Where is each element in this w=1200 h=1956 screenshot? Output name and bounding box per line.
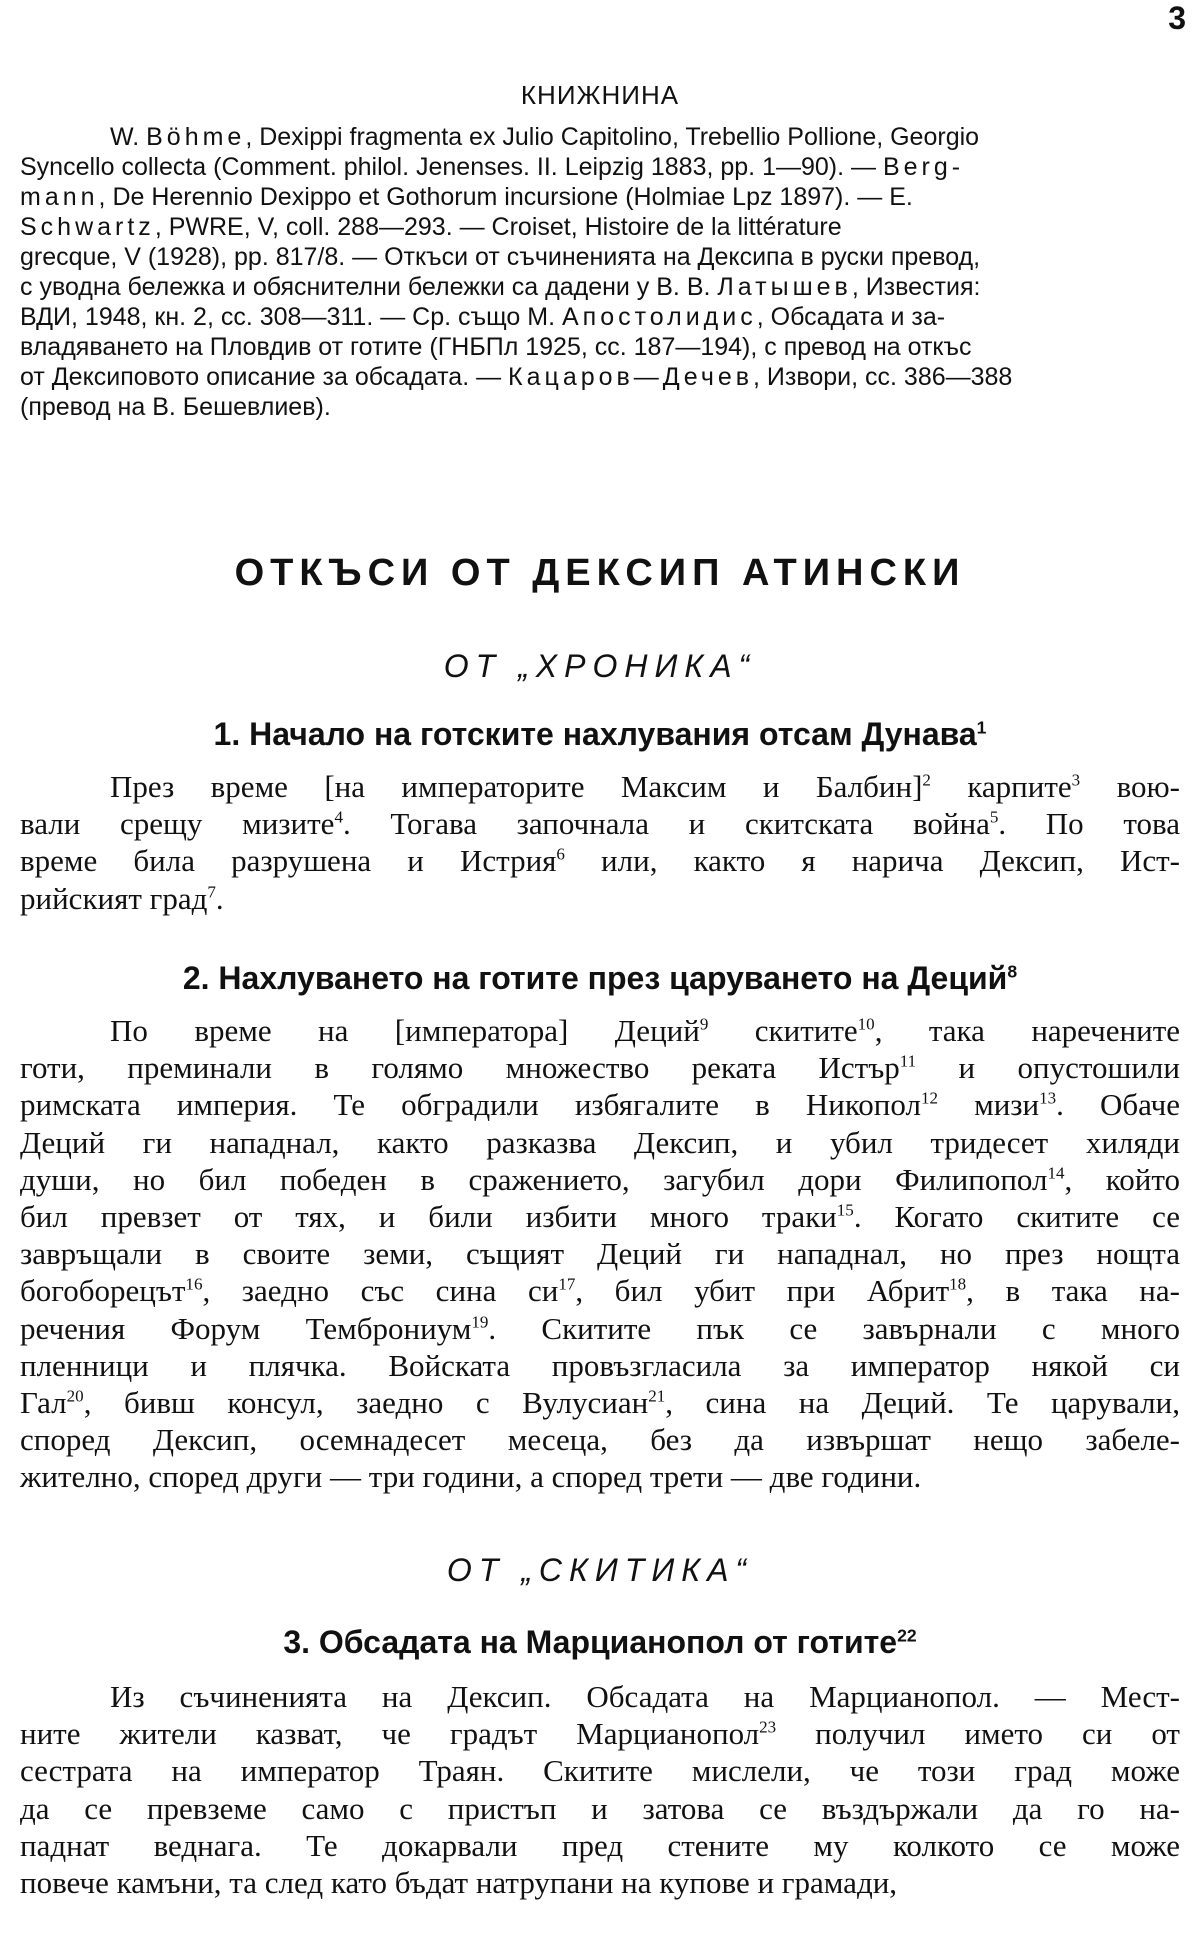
section-title-chronicle: ОТ „ХРОНИКА“ xyxy=(443,648,757,684)
text-line: пленници и плячка. Войската провъзгласила за император някой си xyxy=(20,1347,1180,1383)
text-line: ните жители казват, че градът Марцианопол$^{23}$ получил името си от xyxy=(20,1716,1180,1752)
footnote-ref: 9 xyxy=(699,1014,709,1034)
bibliography-line: от Дексиповото описание за обсадата. — Кацаров—Дечев, Извори, сс. 386—388 xyxy=(20,363,1013,391)
bibliography-line: владяването на Пловдив от готите (ГНБПл 1925, сс. 187—194), с превод на откъс xyxy=(20,333,972,361)
bibliography-line: Schwartz, PWRE, V, coll. 288—293. — Croiset, Histoire de la littérature xyxy=(20,213,842,241)
footnote-ref: 18 xyxy=(949,1275,967,1295)
bibliography-line: grecque, V (1928), pp. 817/8. — Откъси от съчиненията на Дексипа в руски превод, xyxy=(20,243,981,271)
bibliography-text xyxy=(20,122,1185,422)
text-line: рийският град$^7$. xyxy=(20,880,224,916)
bibliography-line: mann, De Herennio Dexippo et Gothorum incursione (Holmiae Lpz 1897). — E. xyxy=(20,183,913,211)
footnote-ref: 6 xyxy=(556,845,565,865)
footnote-ref: 4 xyxy=(334,807,343,827)
footnote-ref: 16 xyxy=(185,1275,203,1295)
text-line: речения Форум Темброниум$^{19}$. Скитите пък се завърнали с много xyxy=(20,1310,1181,1346)
chapter-2-title: 2. Нахлуването на готите през царуването на Деций$^8$ xyxy=(182,960,1018,996)
text-line: според Дексип, осемнадесет месеца, без да извършат нещо забеле- xyxy=(20,1422,1180,1458)
text-line: римската империя. Те обградили избягалите в Никопол$^{12}$ мизи$^{13}$. Обаче xyxy=(20,1087,1181,1123)
bibliography-line: с уводна бележка и обяснителни бележки са дадени у В. В. Латышев, Известия: xyxy=(20,273,981,301)
text-line: паднат веднага. Те докарвали пред стените му колкото се може xyxy=(20,1827,1180,1863)
page-number: 3 xyxy=(1168,0,1186,36)
text-line: По време на [императора] Деций$^9$ скитите$^{10}$, така наречените xyxy=(110,1013,1181,1048)
text-line: души, но бил победен в сражението, загубил дори Филипопол$^{14}$, който xyxy=(20,1161,1180,1197)
text-line: Из съчиненията на Дексип. Обсадата на Марцианопол. — Мест- xyxy=(110,1679,1180,1714)
bibliography-line: (превод на В. Бешевлиев). xyxy=(20,393,331,421)
chapter-1-title: 1. Начало на готските нахлувания отсам Дунава$^1$ xyxy=(213,716,987,752)
footnote-ref: 13 xyxy=(1039,1089,1057,1109)
text-line: повече камъни, та след като бъдат натрупани на купове и грамади, xyxy=(20,1865,898,1901)
text-line: бил превзет от тях, и били избити много траки$^{15}$. Когато скитите се xyxy=(20,1199,1180,1235)
bibliography-heading: КНИЖНИНА xyxy=(520,80,680,110)
footnote-ref: 20 xyxy=(66,1386,84,1406)
chapter-1-body xyxy=(20,768,1180,917)
footnote-ref: 15 xyxy=(836,1200,854,1220)
footnote-ref: 19 xyxy=(471,1312,489,1332)
main-title: ОТКЪСИ ОТ ДЕКСИП АТИНСКИ xyxy=(234,552,966,594)
chapter-2-body xyxy=(20,1012,1180,1496)
footnote-ref: 14 xyxy=(1047,1163,1065,1183)
text-line: завръщали в своите земи, същият Деций ги нападнал, но през нощта xyxy=(20,1236,1180,1272)
footnote-ref: 3 xyxy=(1071,770,1081,790)
text-line: време била разрушена и Истрия$^6$ или, както я нарича Дексип, Ист- xyxy=(20,843,1180,879)
text-line: готи, преминали в голямо множество реката Истър$^{11}$ и опустошили xyxy=(20,1050,1180,1086)
footnote-ref: 21 xyxy=(648,1386,666,1406)
footnote-ref: 12 xyxy=(920,1089,938,1109)
footnote-ref: 23 xyxy=(759,1717,777,1737)
text-line: жително, според други — три години, а според трети — две години. xyxy=(20,1459,922,1495)
bibliography-line: W. Böhme, Dexippi fragmenta ex Julio Capitolino, Trebellio Pollione, Georgio xyxy=(110,123,980,151)
text-line: Гал$^{20}$, бивш консул, заедно с Вулусиан$^{21}$, сина на Деций. Те царували, xyxy=(20,1385,1180,1421)
text-line: да се превземе само с пристъп и затова се въздържали да го на- xyxy=(20,1790,1180,1826)
chapter-3-title: 3. Обсадата на Марцианопол от готите$^{22}$ xyxy=(283,1624,917,1660)
footnote-ref: 10 xyxy=(857,1014,875,1034)
footnote-ref: 17 xyxy=(558,1275,576,1295)
text-line: сестрата на император Траян. Скитите мислели, че този град може xyxy=(20,1753,1180,1789)
text-line: богоборецът$^{16}$, заедно със сина $си^{17}$, бил убит при Абрит$^{18}$, в така на- xyxy=(20,1273,1180,1309)
bibliography-line: ВДИ, 1948, кн. 2, сс. 308—311. — Ср. също М. Апостолидис, Обсадата и за- xyxy=(20,303,946,331)
chapter-3-body xyxy=(20,1678,1180,1901)
bibliography-line: Syncello collecta (Comment. philol. Jenenses. II. Leipzig 1883, pp. 1—90). — Berg- xyxy=(20,153,965,181)
footnote-ref: 7 xyxy=(207,882,216,902)
footnote-ref: 2 xyxy=(922,770,931,790)
footnote-ref: 5 xyxy=(989,807,999,827)
footnote-ref: 11 xyxy=(899,1051,917,1071)
text-line: През време [на императорите Максим и Балбин]$^2$ карпите$^3$ вою- xyxy=(110,769,1180,804)
section-title-scythica: ОТ „СКИТИКА“ xyxy=(446,1552,754,1588)
text-line: Деций ги нападнал, както разказва Дексип, и убил тридесет хиляди xyxy=(20,1124,1180,1160)
text-line: вали срещу мизите$^4$. Тогава започнала и скитската война$^5$. По това xyxy=(20,806,1180,842)
